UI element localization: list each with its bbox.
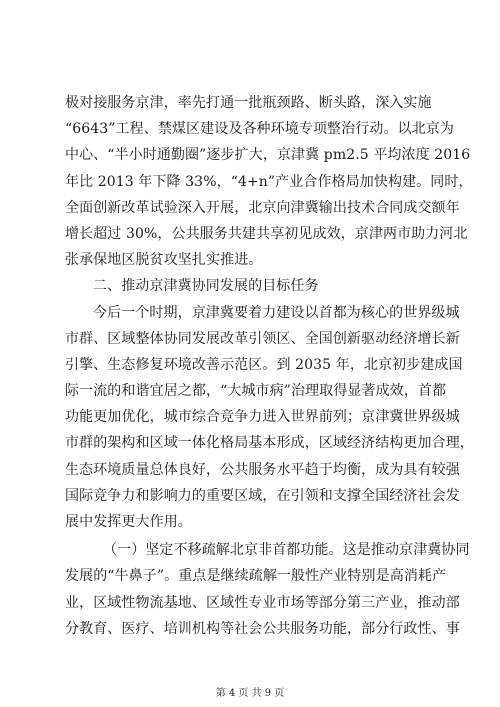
paragraph-3 [65, 537, 470, 642]
text-line: 今后一个时期，京津冀要着力建设以首都为核心的世界级城 [93, 304, 460, 321]
text-line: 市群的架构和区域一体化格局基本形成，区域经济结构更加合理， [65, 435, 474, 452]
section-heading: 二、推动京津冀协同发展的目标任务 [93, 278, 319, 295]
body-text [65, 90, 474, 642]
text-line: 增长超过 30%，公共服务共建共享初见成效，京津两市助力河北 [65, 225, 468, 242]
text-line: “6643”工程、禁煤区建设及各种环境专项整治行动。以北京为 [65, 121, 454, 138]
text-line: 分教育、医疗、培训机构等社会公共服务功能，部分行政性、事 [65, 620, 460, 637]
text-line: 年比 2013 年下降 33%，“4+n”产业合作格局加快构建。同时， [65, 173, 473, 190]
text-line: 业，区域性物流基地、区域性专业市场等部分第三产业，推动部 [65, 594, 460, 611]
text-line: 全面创新改革试验深入开展，北京向津冀输出技术合同成交额年 [65, 199, 460, 216]
text-line: 中心、“半小时通勤圈”逐步扩大，京津冀 pm2.5 平均浓度 2016 [65, 147, 471, 164]
text-line: 生态环境质量总体良好，公共服务水平趋于均衡，成为具有较强 [65, 461, 460, 478]
text-line: 极对接服务京津，率先打通一批瓶颈路、断头路，深入实施 [65, 95, 432, 111]
text-line: 展中发挥更大作用。 [65, 514, 192, 530]
text-line: 市群、区域整体协同发展改革引领区、全国创新驱动经济增长新 [65, 330, 460, 347]
paragraph-2 [65, 300, 474, 536]
text-line: 发展的“牛鼻子”。重点是继续疏解一般性产业特别是高消耗产 [65, 568, 447, 585]
page-number: 第 4 页 共 9 页 [215, 688, 285, 699]
text-line: （一）坚定不移疏解北京非首都功能。这是推动京津冀协同 [103, 542, 470, 559]
text-line: 国际竞争力和影响力的重要区域，在引领和支撑全国经济社会发 [65, 487, 460, 504]
text-line: 引擎、生态修复环境改善示范区。到 2035 年，北京初步建成国 [65, 356, 463, 373]
text-line: 功能更加优化，城市综合竞争力进入世界前列；京津冀世界级城 [65, 409, 460, 426]
text-line: 际一流的和谐宜居之都，“大城市病”治理取得显著成效，首都 [65, 383, 447, 400]
text-line: 张承保地区脱贫攻坚扎实推进。 [65, 252, 263, 269]
paragraph-1 [65, 90, 473, 273]
